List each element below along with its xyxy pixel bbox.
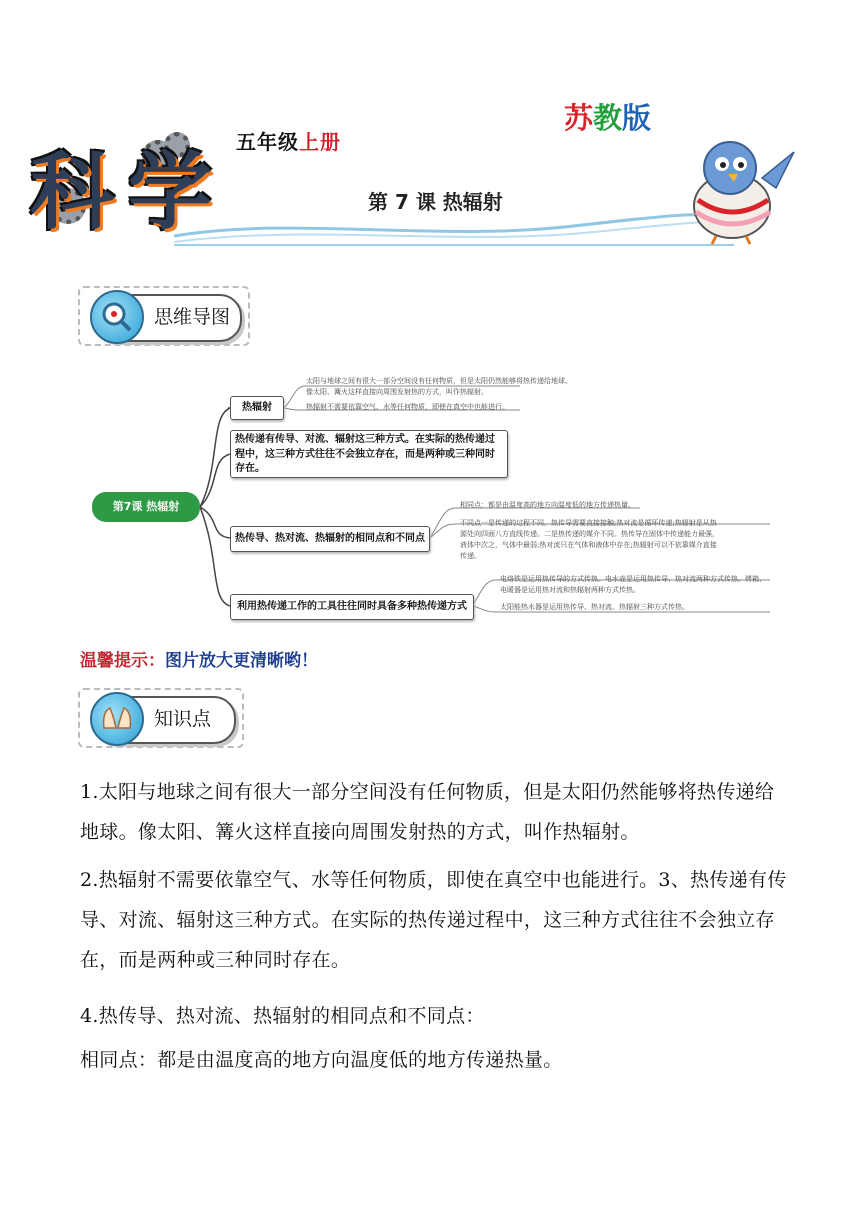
wave-decoration bbox=[174, 206, 734, 246]
node-text: 利用热传递工作的工具往往同时具备多种热传递方式 bbox=[237, 601, 467, 612]
header-banner bbox=[24, 96, 796, 246]
grade-label bbox=[236, 126, 341, 155]
hands-icon bbox=[90, 692, 144, 746]
knowledge-paragraph-4: 相同点：都是由温度高的地方向温度低的地方传递热量。 bbox=[80, 1049, 563, 1071]
tip-line bbox=[80, 646, 318, 671]
mind-map-node-3 bbox=[230, 526, 430, 552]
mind-map-note: 太阳与地球之间有很大一部分空间没有任何物质，但是太阳仍然能够将热传递给地球。像太阳、篝火这样直接向周围发射热的方式，叫作热辐射。 bbox=[306, 377, 572, 396]
mind-map-note: 太阳能热水器是运用热传导、热对流、热辐射三种方式传热。 bbox=[500, 603, 689, 611]
node-text: 热传递有传导、对流、辐射这三种方式。在实际的热传递过程中，这三种方式往往不会独立存在，而是两种或三种同时存在。 bbox=[235, 434, 495, 474]
mind-map-root: 第7课 热辐射 bbox=[92, 492, 200, 522]
edition-char-1: 苏 bbox=[564, 101, 594, 135]
lesson-title: 第 7 课 热辐射 bbox=[368, 190, 503, 214]
knowledge-paragraph-2: 2.热辐射不需要依靠空气、水等任何物质，即使在真空中也能进行。3、热传递有传导、对流、辐射这三种方式。在实际的热传递过程中，这三种方式往往不会独立存在，而是两种或三种同时存在。 bbox=[80, 869, 787, 971]
tip-label: 温馨提示： bbox=[80, 651, 165, 671]
mind-map-note: 不同点一是传递的过程不同。热传导需要直接接触;热对流是循环传递;热辐射是从热源处向四面八方直线传递。二是热传递的媒介不同。热传导在固体中传递能力最强，液体中次之，气体中最弱;热对流只在气体和液体中存在;热辐射可以不依靠媒介直接传递。 bbox=[460, 519, 719, 560]
node-text: 热辐射 bbox=[242, 402, 272, 413]
knowledge-paragraph-1: 1.太阳与地球之间有很大一部分空间没有任何物质，但是太阳仍然能够将热传递给地球。像太阳、篝火这样直接向周围发射热的方式，叫作热辐射。 bbox=[80, 781, 775, 843]
grade-highlight: 上册 bbox=[299, 130, 341, 154]
knowledge-paragraph-3: 4.热传导、热对流、热辐射的相同点和不同点： bbox=[80, 1005, 485, 1027]
mind-map-node-4 bbox=[230, 594, 474, 620]
tip-text: 图片放大更清晰哟！ bbox=[165, 651, 318, 671]
section-tab-knowledge bbox=[78, 688, 244, 748]
mind-map bbox=[80, 368, 780, 628]
mind-map-note: 热辐射不需要依靠空气、水等任何物质，即使在真空中也能进行。 bbox=[306, 403, 509, 411]
section-label-mindmap: 思维导图 bbox=[154, 306, 231, 328]
node-text: 热传导、热对流、热辐射的相同点和不同点 bbox=[235, 533, 425, 544]
section-label-knowledge: 知识点 bbox=[154, 708, 212, 730]
logo-char-ke: 科 bbox=[30, 143, 115, 241]
edition-label bbox=[564, 96, 651, 137]
edition-char-2: 教 bbox=[593, 101, 623, 135]
section-tab-mindmap bbox=[78, 286, 250, 346]
bird-mascot-icon bbox=[676, 132, 796, 246]
grade-prefix: 五年级 bbox=[236, 130, 299, 154]
mind-map-note: 相同点：都是由温度高的地方向温度低的地方传递热量。 bbox=[460, 501, 635, 509]
mind-map-node-1 bbox=[230, 396, 284, 420]
edition-char-3: 版 bbox=[622, 101, 652, 135]
logo-char-xue: 学 bbox=[128, 143, 213, 241]
mind-map-node-2 bbox=[230, 430, 508, 478]
mind-map-note: 电烙铁是运用热传导的方式传热。电水壶是运用热传导、热对流两种方式传热。烤箱、电暖器是运用热对流和热辐射两种方式传热。 bbox=[500, 575, 766, 594]
magnifier-icon bbox=[90, 290, 144, 344]
